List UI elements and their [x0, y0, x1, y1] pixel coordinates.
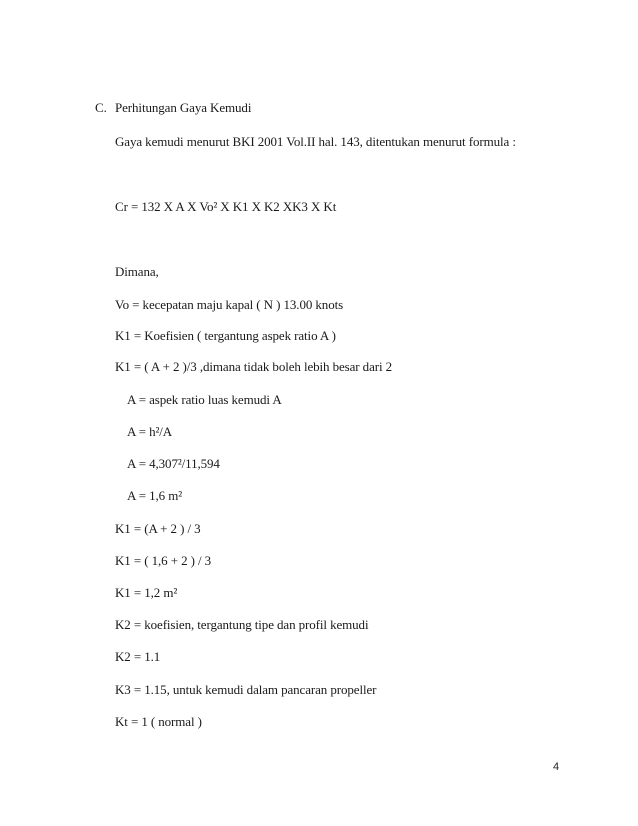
substitution-k1: K1 = ( 1,6 + 2 ) / 3 — [115, 553, 212, 568]
value-kt: Kt = 1 ( normal ) — [115, 714, 202, 729]
formula-a: A = h²/A — [127, 424, 173, 439]
formula-k1: K1 = ( A + 2 )/3 ,dimana tidak boleh lebih besar dari 2 — [115, 359, 393, 374]
formula-k1-restated: K1 = (A + 2 ) / 3 — [115, 521, 201, 536]
definition-a: A = aspek ratio luas kemudi A — [127, 392, 282, 407]
definition-vo: Vo = kecepatan maju kapal ( N ) 13.00 knots — [115, 297, 344, 312]
result-a: A = 1,6 m² — [127, 488, 183, 503]
result-k1: K1 = 1,2 m² — [115, 585, 178, 600]
value-k3: K3 = 1.15, untuk kemudi dalam pancaran propeller — [115, 682, 377, 697]
section-marker: C. — [95, 100, 107, 115]
formula: Cr = 132 X A X Vo² X K1 X K2 XK3 X Kt — [115, 199, 337, 214]
where-label: Dimana, — [115, 264, 159, 279]
page-number: 4 — [553, 761, 560, 773]
section-title: Perhitungan Gaya Kemudi — [115, 100, 252, 115]
substitution-a: A = 4,307²/11,594 — [127, 456, 220, 471]
value-k2: K2 = 1.1 — [115, 649, 161, 664]
definition-k1: K1 = Koefisien ( tergantung aspek ratio A ) — [115, 328, 336, 343]
definition-k2: K2 = koefisien, tergantung tipe dan profil kemudi — [115, 617, 369, 632]
intro-text: Gaya kemudi menurut BKI 2001 Vol.II hal. 143, ditentukan menurut formula : — [115, 134, 516, 149]
